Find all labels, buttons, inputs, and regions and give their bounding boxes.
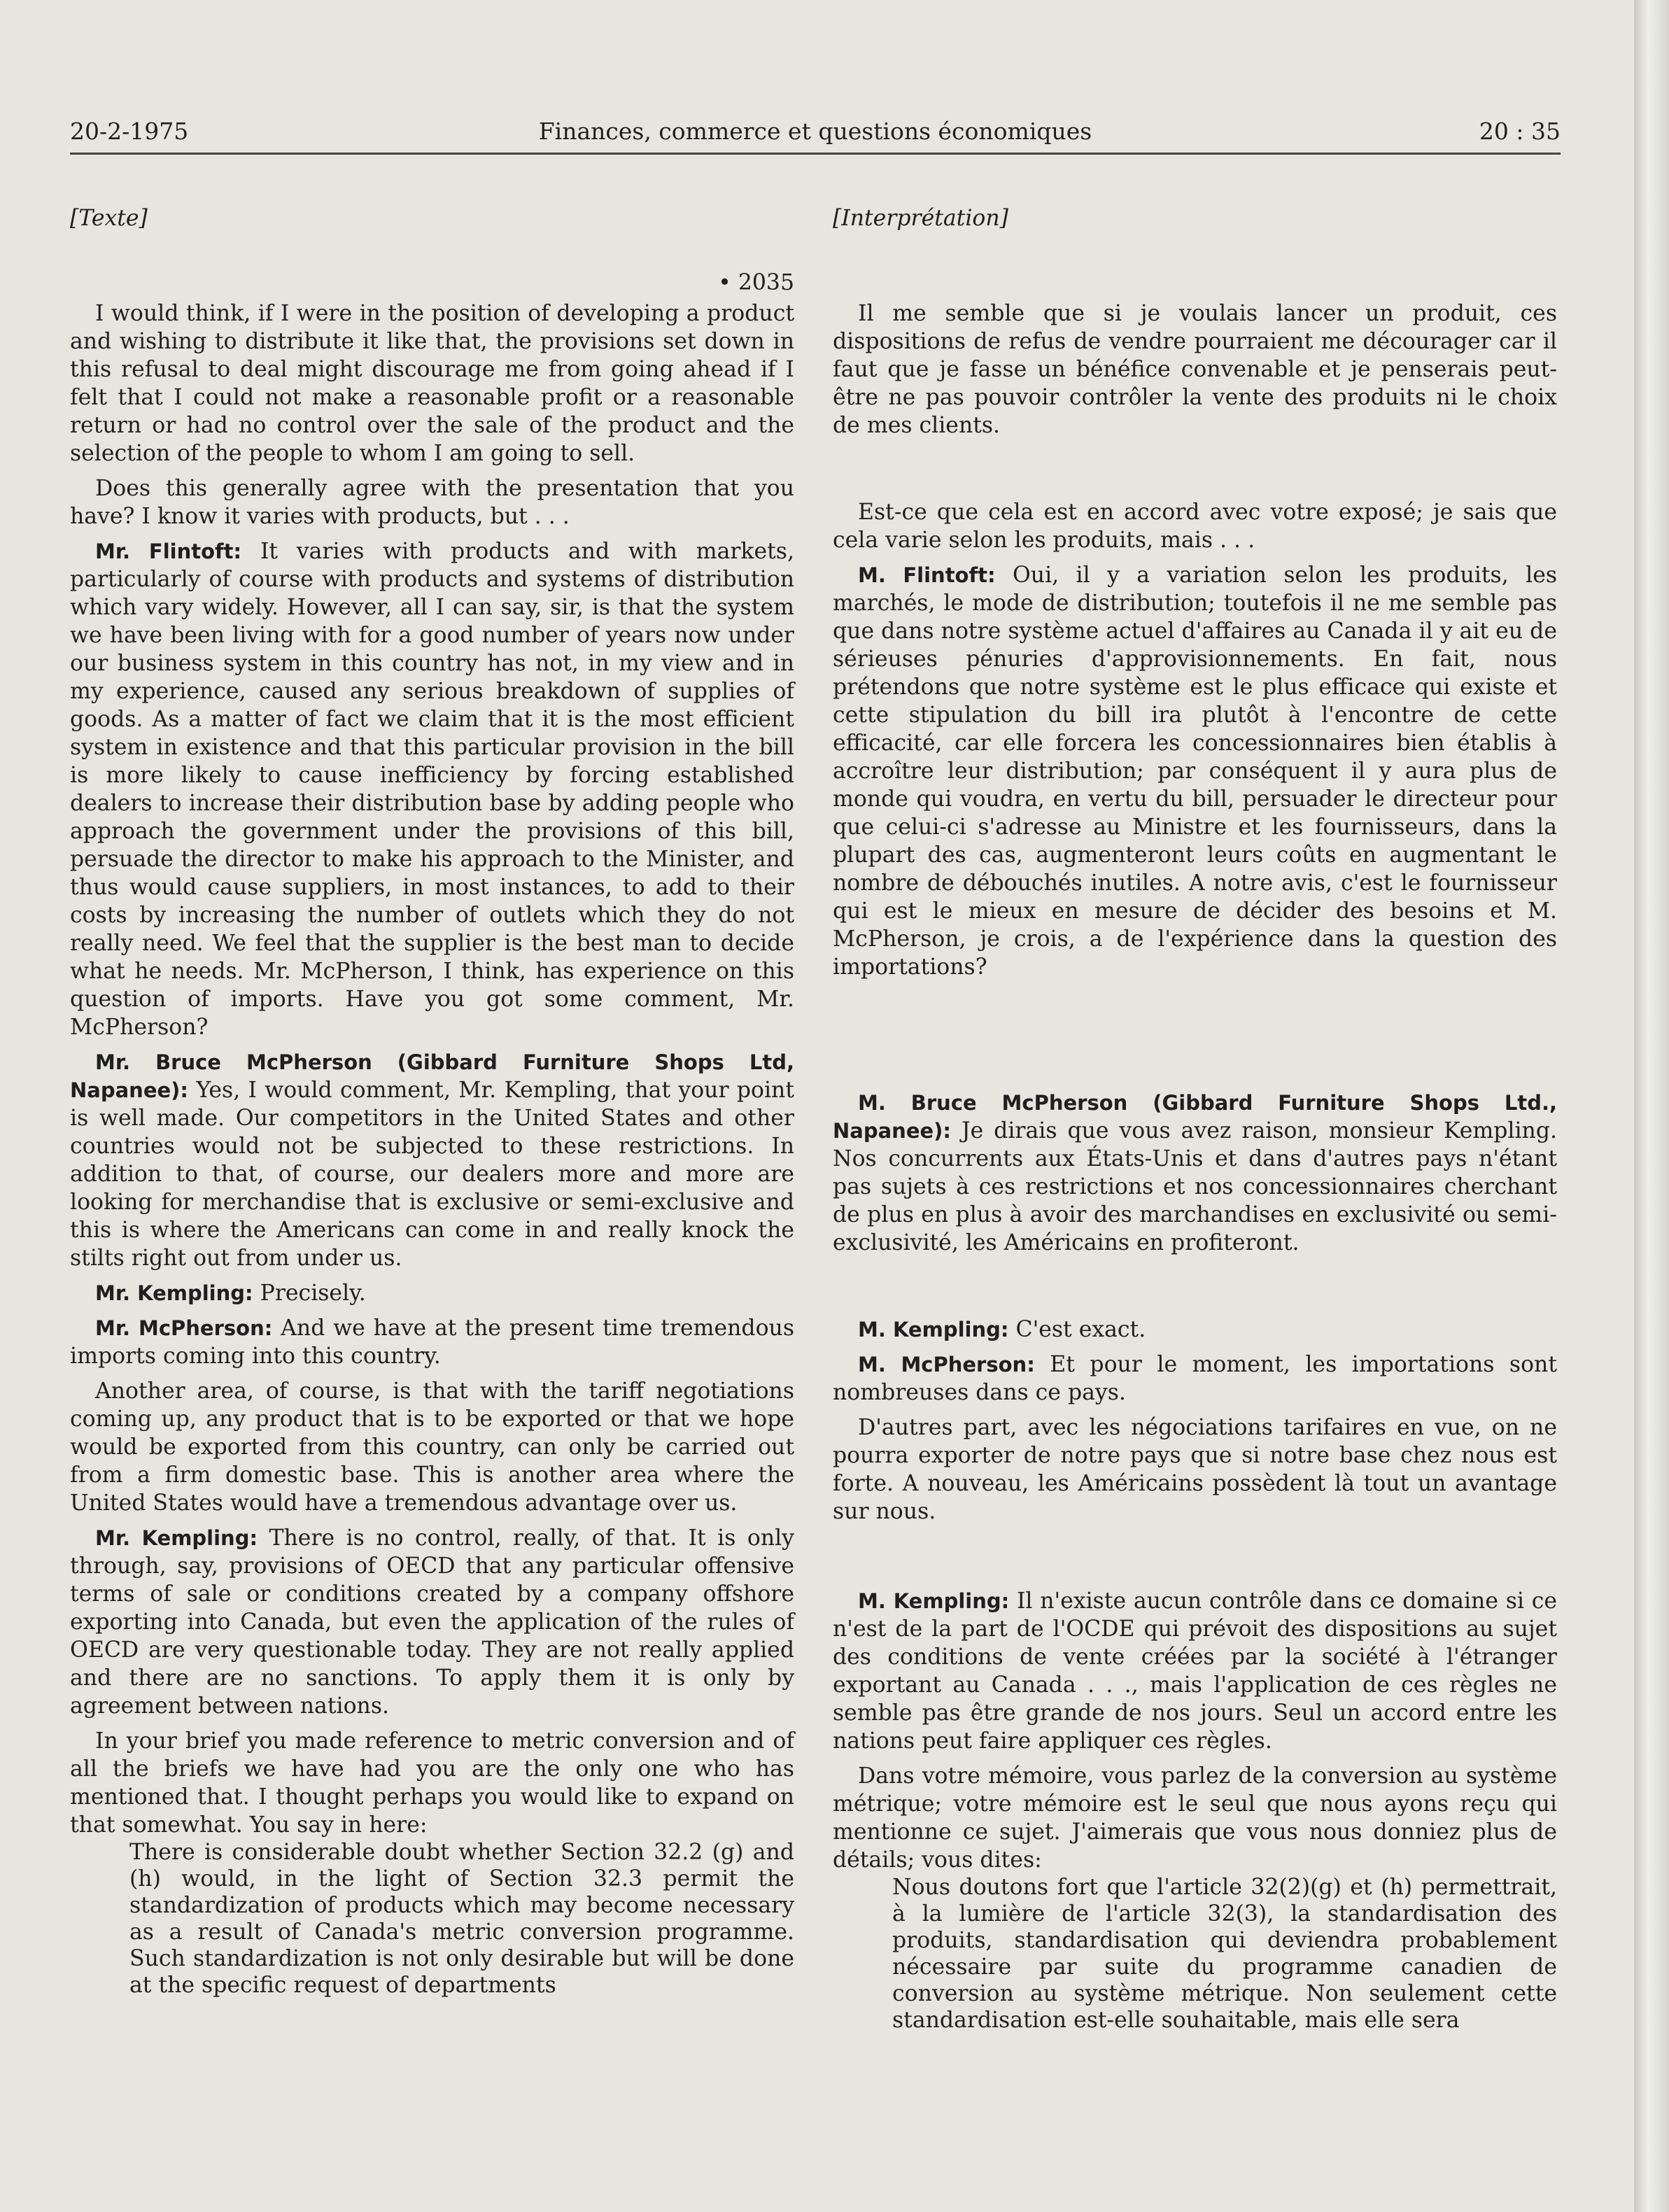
header-title: Finances, commerce et questions économiques bbox=[538, 118, 1092, 145]
french-block-5 bbox=[833, 1587, 1557, 2034]
speech-text: Oui, il y a variation selon les produits, les marchés, le mode de distribution; toutefois il ne me semble pas que dans notre système actuel d'affaires au Canada il y ait eu de sérieuses pénuries d'approvisionnements. En fait, nous prétendons que notre système est le plus efficace qui existe et cette stipulation du bill ira plutôt à l'encontre de cette efficacité, car elle forcera les concessionnaires bien établis à accroître leur distribution; par conséquent il y aura plus de monde qui voudra, en vertu du bill, persuader le directeur pour que celui-ci s'adresse au Ministre et les fournisseurs, dans la plupart des cas, augmenteront leurs coûts en augmentant le nombre de débouchés inutiles. A notre avis, c'est le fournisseur qui est le mieux en mesure de décider des besoins et M. McPherson, je crois, a de l'expérience dans la question des importations? bbox=[833, 563, 1557, 980]
speaker-name: M. Kempling: bbox=[858, 1318, 1009, 1341]
speaker-name: Mr. Bruce McPherson (Gibbard Furniture Shops Ltd, Napanee): bbox=[70, 1050, 794, 1102]
section-label-interpretation: [Interprétation] bbox=[833, 206, 1008, 231]
speaker-name: M. Flintoft: bbox=[858, 563, 996, 587]
french-block-4 bbox=[833, 1316, 1557, 1526]
speaker-name: M. Bruce McPherson (Gibbard Furniture Shops Ltd., Napanee): bbox=[833, 1091, 1557, 1143]
speaker-name: Mr. Flintoft: bbox=[95, 540, 242, 563]
french-block-3 bbox=[833, 1089, 1557, 1257]
speech-mcpherson bbox=[833, 1089, 1557, 1257]
paragraph: I would think, if I were in the position of developing a product and wishing to distribute it like that, the provisions set down in this refusal to deal might discourage me from going ahead if I felt that I could not make a reasonable profit or a reasonable return or had no control over the sale of the product and the selection of the people to whom I am going to sell. bbox=[70, 301, 794, 466]
quotation: Nous doutons fort que l'article 32(2)(g) et (h) permettrait, à la lumière de l'article 32(3), la standardisation des produits, standardisation qui deviendra probablement nécessaire par suite du programme canadien de conversion au système métrique. Non seulement cette standardisation est-elle souhaitable, mais elle sera bbox=[892, 1875, 1557, 2033]
english-block-1 bbox=[70, 300, 794, 1999]
speech-flintoft bbox=[833, 561, 1557, 981]
speaker-name: Mr. Kempling: bbox=[95, 1526, 258, 1550]
speech-text: Et pour le moment, les importations sont nombreuses dans ce pays. bbox=[833, 1352, 1557, 1405]
speaker-name: M. Kempling: bbox=[858, 1589, 1010, 1613]
speech-kempling bbox=[833, 1316, 1557, 1344]
paragraph: Dans votre mémoire, vous parlez de la conversion au système métrique; votre mémoire est le seul que nous ayons reçu qui mentionne ce sujet. J'aimerais que vous nous donniez plus de détails; vous dites: bbox=[833, 1763, 1557, 1873]
speech-mcpherson bbox=[70, 1048, 794, 1272]
quotation: There is considerable doubt whether Section 32.2 (g) and (h) would, in the light of Section 32.3 permit the standardization of products which may become necessary as a result of Canada's metric conversion programme. Such standardization is not only desirable but will be done at the specific request of departments bbox=[129, 1840, 794, 1998]
speech-kempling-2 bbox=[833, 1587, 1557, 1755]
paragraph: Another area, of course, is that with the tariff negotiations coming up, any product that is to be exported or that we hope would be exported from this country, can only be carried out from a firm domestic base. This is another area where the United States would have a tremendous advantage over us. bbox=[70, 1379, 794, 1516]
speech-text: C'est exact. bbox=[1008, 1317, 1146, 1342]
speech-mcpherson-2 bbox=[833, 1351, 1557, 1407]
speech-text: Precisely. bbox=[253, 1281, 366, 1306]
speech-text: Il n'existe aucun contrôle dans ce domaine si ce n'est de la part de l'OCDE qui prévoit des dispositions au sujet des conditions de vente créées par la société à l'étranger exportant au Canada . . ., mais l'application de ces règles ne semble pas être grande de nos jours. Seul un accord entre les nations peut faire appliquer ces règles. bbox=[833, 1588, 1557, 1754]
section-label-texte: [Texte] bbox=[70, 206, 148, 231]
speech-mcpherson-2 bbox=[70, 1314, 794, 1370]
paragraph: Does this generally agree with the presentation that you have? I know it varies with products, but . . . bbox=[70, 476, 794, 529]
speech-text: Je dirais que vous avez raison, monsieur Kempling. Nos concurrents aux États-Unis et dans d'autres pays n'étant pas sujets à ces restrictions et nos concessionnaires cherchant de plus en plus à avoir des marchandises en exclusivité ou semi-exclusivité, les Américains en profiteront. bbox=[833, 1118, 1557, 1255]
paragraph: D'autres part, avec les négociations tarifaires en vue, on ne pourra exporter de notre pays que si notre base chez nous est forte. A nouveau, les Américains possèdent là tout un avantage sur nous. bbox=[833, 1415, 1557, 1524]
speaker-name: Mr. Kempling: bbox=[95, 1281, 253, 1305]
speech-flintoft bbox=[70, 537, 794, 1041]
speech-kempling-2 bbox=[70, 1524, 794, 1720]
speech-text: There is no control, really, of that. It is only through, say, provisions of OECD that any particular offensive terms of sale or conditions created by a company offshore exporting into Canada, but even the application of the rules of OECD are very questionable today. They are not really applied and there are no sanctions. To apply them it is only by agreement between nations. bbox=[70, 1526, 794, 1719]
paragraph: Est-ce que cela est en accord avec votre exposé; je sais que cela varie selon les produits, mais . . . bbox=[833, 500, 1557, 553]
speaker-name: M. McPherson: bbox=[858, 1353, 1035, 1376]
speech-kempling bbox=[70, 1279, 794, 1307]
french-p1 bbox=[833, 300, 1557, 439]
paragraph: Il me semble que si je voulais lancer un produit, ces dispositions de refus de vendre pourraient me décourager car il faut que je fasse un bénéfice convenable et je penserais peut-être ne pas pouvoir contrôler la vente des produits ni le choix de mes clients. bbox=[833, 301, 1557, 438]
speaker-name: Mr. McPherson: bbox=[95, 1316, 273, 1340]
paragraph: In your brief you made reference to metric conversion and of all the briefs we have had you are the only one who has mentioned that. I thought perhaps you would like to expand on that somewhat. You say in here: bbox=[70, 1728, 794, 1838]
book-spine bbox=[1634, 0, 1669, 2212]
header-date: 20-2-1975 bbox=[70, 118, 189, 145]
speech-text: And we have at the present time tremendous imports coming into this country. bbox=[70, 1316, 795, 1369]
french-block-2 bbox=[833, 498, 1557, 981]
page-header bbox=[70, 118, 1561, 155]
header-page-number: 20 : 35 bbox=[1479, 118, 1561, 145]
time-marker: • 2035 bbox=[718, 270, 794, 295]
speech-text: It varies with products and with markets, particularly of course with products and systems of distribution which vary widely. However, all I can say, sir, is that the system we have been living with for a good number of years now under our business system in this country has not, in my view and in my experience, caused any serious breakdown of supplies of goods. As a matter of fact we claim that it is the most efficient system in existence and that this particular provision in the bill is more likely to cause inefficiency by forcing established dealers to increase their distribution base by adding people who approach the government under the provisions of this bill, persuade the director to make his approach to the Minister, and thus would cause suppliers, in most instances, to add to their costs by increasing the number of outlets which they do not really need. We feel that the supplier is the best man to decide what he needs. Mr. McPherson, I think, has experience on this question of imports. Have you got some comment, Mr. McPherson? bbox=[70, 539, 794, 1040]
speech-text: Yes, I would comment, Mr. Kempling, that your point is well made. Our competitors in the United States and other countries would not be subjected to these restrictions. In addition to that, of course, our dealers more and more are looking for merchandise that is exclusive or semi-exclusive and this is where the Americans can come in and really knock the stilts right out from under us. bbox=[70, 1078, 794, 1271]
